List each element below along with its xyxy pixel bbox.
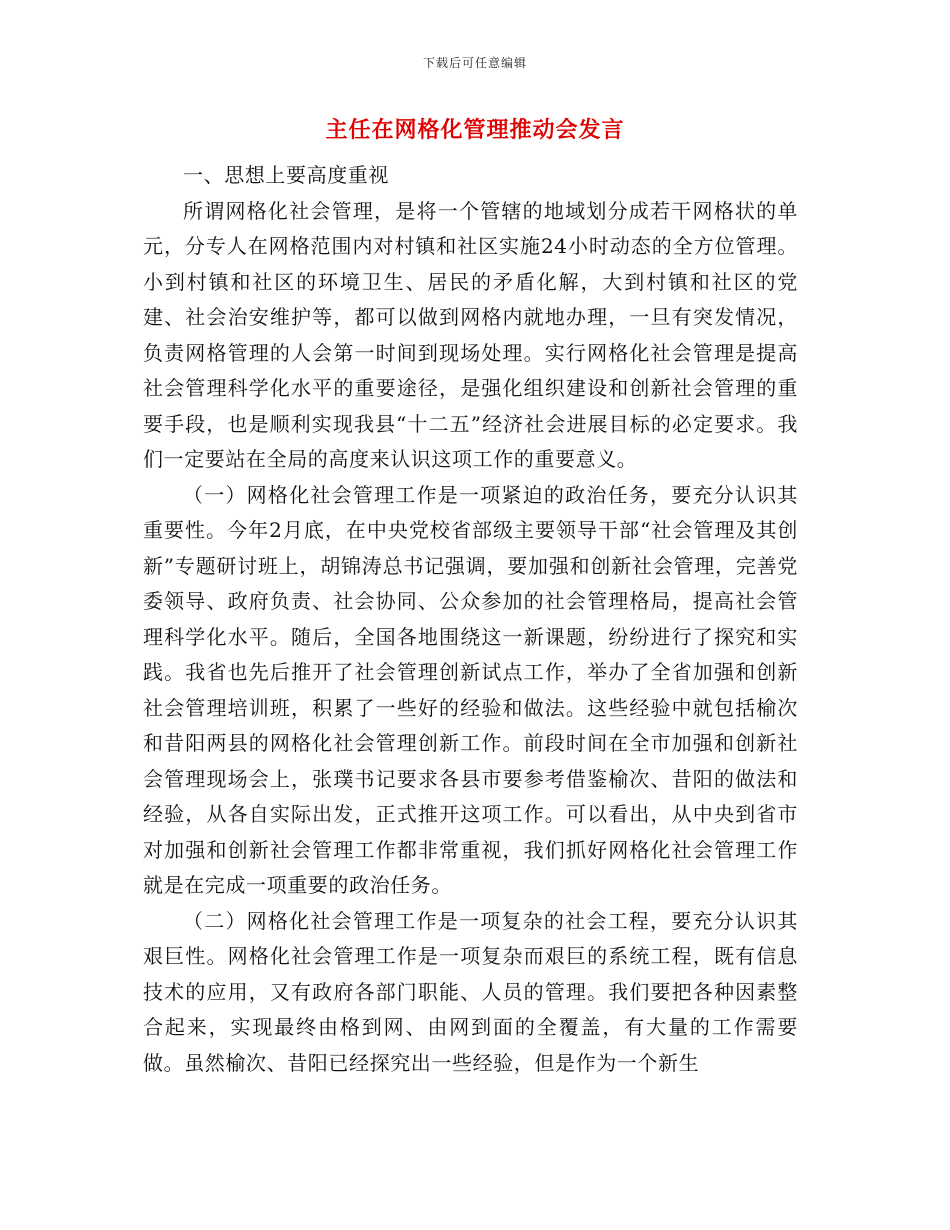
section-heading: 一、思想上要高度重视 xyxy=(183,163,389,187)
document-title: 主任在网格化管理推动会发言 xyxy=(325,117,625,143)
paragraph-2: （一）网格化社会管理工作是一项紧迫的政治任务，要充分认识其重要性。今年2月底，在中央党校省部级主要领导干部“社会管理及其创新”专题研讨班上，胡锦涛总书记强调，要加强和创新社会管理，完善党委领导、政府负责、社会协同、公众参加的社会管理格局，提高社会管理科学化水平。随后，全国各地围绕这一新课题，纷纷进行了探究和实践。我省也先后推开了社会管理创新试点工作，举办了全省加强和创新社会管理培训班，积累了一些好的经验和做法。这些经验中就包括榆次和昔阳两县的网格化社会管理创新工作。前段时间在全市加强和创新社会管理现场会上，张璞书记要求各县市要参考借鉴榆次、昔阳的做法和经验，从各自实际出发，正式推开这项工作。可以看出，从中央到省市对加强和创新社会管理工作都非常重视，我们抓好网格化社会管理工作就是在完成一项重要的政治任务。 xyxy=(143,482,798,897)
paragraph-3: （二）网格化社会管理工作是一项复杂的社会工程，要充分认识其艰巨性。网格化社会管理工作是一项复杂而艰巨的系统工程，既有信息技术的应用，又有政府各部门职能、人员的管理。我们要把各种因素整合起来，实现最终由格到网、由网到面的全覆盖，有大量的工作需要做。虽然榆次、昔阳已经探究出一些经验，但是作为一个新生 xyxy=(143,908,798,1075)
document-body xyxy=(143,158,798,1081)
header-note: 下载后可任意编辑 xyxy=(422,56,527,70)
paragraph-1: 所谓网格化社会管理，是将一个管辖的地域划分成若干网格状的单元，分专人在网格范围内对村镇和社区实施24小时动态的全方位管理。小到村镇和社区的环境卫生、居民的矛盾化解，大到村镇和社区的党建、社会治安维护等，都可以做到网格内就地办理，一旦有突发情况，负责网格管理的人会第一时间到现场处理。实行网格化社会管理是提高社会管理科学化水平的重要途径，是强化组织建设和创新社会管理的重要手段，也是顺利实现我县“十二五”经济社会进展目标的必定要求。我们一定要站在全局的高度来认识这项工作的重要意义。 xyxy=(143,198,798,471)
